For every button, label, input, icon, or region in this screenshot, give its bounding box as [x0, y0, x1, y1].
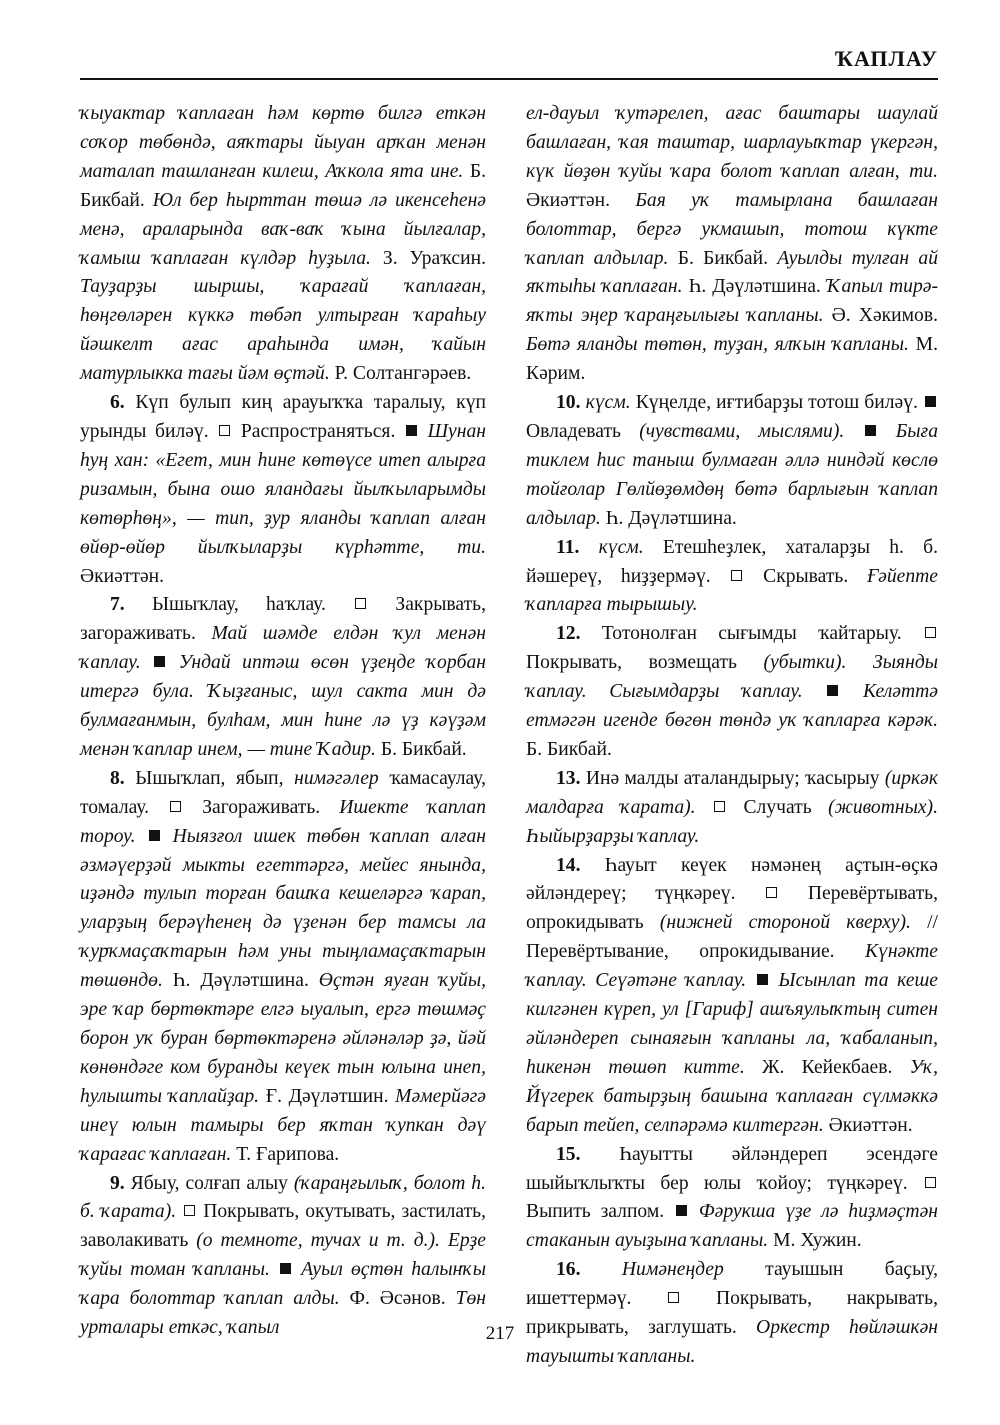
- filled-square-icon: [154, 656, 165, 667]
- continuation-paragraph: [526, 100, 938, 389]
- sense-paragraph: [526, 534, 938, 621]
- sense-paragraph: [526, 389, 938, 534]
- filled-square-icon: [865, 425, 876, 436]
- sense-number: 12.: [556, 623, 581, 645]
- sense-number: 16.: [556, 1259, 581, 1281]
- sense-number: 13.: [556, 767, 581, 789]
- sense-text: Ышыҡлау, һаҡлау. Закрывать, загораживать. Май шәмде елдән ҡул менән ҡаплау. Ундай иптәш өсөн үҙеңде ҡорбан итергә була. Ҡыҙғаныс, шул сакта мин дә булмағанмын, булһам, мин һине лә үҙ кәүҙәм менән ҡаплар инем, — тине Ҡадир. Б. Бикбай.: [80, 594, 487, 760]
- left-column: [80, 100, 486, 1343]
- sense-text: ҡыуактар ҡаплаған һәм көртө билгә еткән соҡор төбөндә, аяҡтары йыуан арҡан менән маталап ташланған килеш, Аҡкола ята ине. Б. Бикбай. Юл бер һырттан төшә лә икенсеһенә менә, араларында ваҡ-ваҡ ҡына йылғалар, ҡамыш ҡаплаған күлдәр һуҙыла. З. Ураҡсин. Тауҙарҙы шыршы, ҡарағай ҡаплаған, һөңгөләрен күккә төбәп ултырған ҡараһыу йәшкелт ағас араһында имән, ҡайын матурлыкка тағы йәм өҫтәй. Р. Солтангәрәев.: [80, 103, 487, 385]
- open-square-icon: [766, 887, 777, 898]
- open-square-icon: [731, 570, 742, 581]
- sense-text: Ябыу, солғап алыу (ҡараңғылыҡ, болот һ. б. ҡарата). Покрывать, окутывать, застилать, заволакивать (о темноте, тучах и т. д.). Ерҙе ҡуйы томан ҡапланы. Ауыл өҫтөн һалынҡы ҡара болоттар ҡаплап алды. Ф. Әсәнов. Төн урталары еткәс, ҡапыл: [80, 1172, 487, 1339]
- sense-text: Инә малды аталандырыу; ҡасырыу (иркәк малдарға ҡарата). Случать (животных). Һыйырҙарҙы ҡаплау.: [526, 767, 938, 847]
- sense-paragraph: [80, 389, 486, 591]
- sense-number: 6.: [110, 392, 125, 414]
- filled-square-icon: [925, 396, 936, 407]
- sense-paragraph: [80, 765, 486, 1170]
- right-column: [526, 100, 938, 1372]
- open-square-icon: [925, 1177, 936, 1188]
- filled-square-icon: [149, 830, 160, 841]
- sense-text: Һауыт кеүек нәмәнең аҫтын-өҫкә әйләндереү; түңкәреү. Перевёртывать, опрокидывать (нижней стороной кверху). // Перевёртывание, опрокидывание. Күнәкте ҡаплау. Сеүәтәне ҡаплау. Ысынлап та кеше килгәнен күреп, ул [Гариф] ашъяулыҡтың ситен әйләндереп сынаяғын ҡапланы ла, ҡабаланып, һикенән төшөп китте. Ж. Кейекбаев. Уҡ, Йүгерек батырҙың башына ҡаплаған сүлмәккә барып тейеп, селпәрәмә килтергән. Әкиәттән.: [526, 854, 939, 1136]
- filled-square-icon: [406, 425, 417, 436]
- sense-text: Тотонолған сығымды ҡайтарыу. Покрывать, возмещать (убытки). Зыянды ҡаплау. Сығымдарҙы ҡаплау. Келәттә етмәгән игенде бөгөн төндә уҡ ҡапларға кәрәк. Б. Бикбай.: [526, 623, 939, 760]
- sense-text: Һауытты әйләндереп эсендәге шыйыҡлыҡты бер юлы ҡойоу; түңкәреү. Выпить залпом. Фәрукша үҙе лә һиҙмәҫтән стаканын ауыҙына ҡапланы. М. Хужин.: [526, 1143, 938, 1252]
- sense-text: күсм. Күңелде, иғтибарҙы тотош биләү. Овладевать (чувствами, мыслями). Быға тиклем һис таныш булмаған әллә ниндәй көслө тойғолар Гөлйөҙөмдөң бөтә барлығын ҡаплап алдылар. Һ. Дәүләтшина.: [526, 392, 938, 529]
- page-number: 217: [485, 1323, 515, 1344]
- filled-square-icon: [676, 1205, 687, 1216]
- sense-number: 8.: [110, 767, 125, 789]
- continuation-paragraph: [80, 100, 486, 389]
- sense-paragraph: [526, 1141, 938, 1257]
- sense-paragraph: [526, 765, 938, 852]
- running-header: [80, 44, 938, 80]
- open-square-icon: [925, 627, 936, 638]
- open-square-icon: [714, 801, 725, 812]
- open-square-icon: [184, 1205, 195, 1216]
- filled-square-icon: [757, 974, 768, 985]
- sense-text: ел-дауыл ҡутәрелеп, ағас баштары шаулай башлаған, ҡая таштар, шарлауыҡтар үкергән, күк йөҙөн ҡуйы ҡара болот ҡаплап алған, ти. Әкиәттән. Бая уҡ тамырлана башлаған болоттар, бергә укмашып, тотош күкте ҡаплап алдылар. Б. Бикбай. Ауылды тулған ай яҡтыһы ҡаплаған. Һ. Дәүләтшина. Ҡапыл тирә-яҡты эңер ҡараңғылығы ҡапланы. Ә. Хәкимов. Бөтә яланды төтөн, туҙан, ялҡын ҡапланы. М. Кәрим.: [526, 103, 938, 385]
- sense-number: 11.: [556, 536, 580, 558]
- sense-text: Күп булып киң арауыҡҡа таралыу, күп урынды биләү. Распространяться. Шунан һуң хан: «Егет, мин һине көтөүсе итеп алырға ризамын, бына ошо яландағы йылҡыларымды көтөрһөң», — тип, ҙур яланды ҡаплап алған өйөр-өйөр йылҡыларҙы күрһәтте, ти. Әкиәттән.: [80, 392, 486, 587]
- sense-number: 15.: [556, 1143, 581, 1165]
- sense-text: күсм. Етешһеҙлек, хаталарҙы һ. б. йәшереү, һиҙҙермәү. Скрывать. Ғәйепте ҡапларға тырышыу.: [526, 536, 938, 616]
- open-square-icon: [355, 598, 366, 609]
- sense-text: Ышыҡлап, ябып, нимәгәлер ҡамасаулау, томалау. Загораживать. Ишекте ҡаплап тороу. Ныязғол ишек төбөн ҡаплап алған әзмәүерҙәй мыкты егеттәргә, мейес янында, иҙәндә тулып торған башҡа кешеләргә ҡарап, уларҙың берәүһенең дә үҙенән бер тамсы ла ҡурҡмаҫаҡтарын һәм уны тыңламаҫаҡтарын төшөндө. Һ. Дәүләтшина. Өҫтән яуған ҡуйы, эре ҡар бөртөктәре елгә ыуалып, ергә төшмәҫ борон уҡ буран бөртөктәренә әйләнәләр ҙә, йәй көнөндәге ком буранды кеүек тын юлына инеп, һулышты ҡаплайҙар. Ғ. Дәүләтшин. Мәмерйәгә инеү юлын тамыры бер яҡтан ҡупкан дәү ҡарағас ҡаплаған. Т. Ғарипова.: [80, 767, 486, 1165]
- sense-text: Нимәнеңдер тауышын баҫыу, ишеттермәү. Покрывать, накрывать, прикрывать, заглушать. Оркестр һөйләшкән тауышты ҡапланы.: [526, 1259, 938, 1367]
- sense-paragraph: [526, 852, 938, 1141]
- sense-paragraph: [526, 1256, 938, 1372]
- sense-number: 9.: [110, 1172, 125, 1194]
- sense-number: 14.: [556, 854, 581, 876]
- sense-number: 10.: [556, 392, 581, 414]
- sense-number: 7.: [110, 594, 125, 616]
- open-square-icon: [668, 1292, 679, 1303]
- open-square-icon: [170, 801, 181, 812]
- filled-square-icon: [827, 685, 838, 696]
- sense-paragraph: [526, 620, 938, 765]
- sense-paragraph: [80, 1170, 486, 1343]
- filled-square-icon: [280, 1263, 291, 1274]
- open-square-icon: [219, 425, 230, 436]
- sense-paragraph: [80, 591, 486, 764]
- running-headword: ҠАПЛАУ: [834, 46, 938, 71]
